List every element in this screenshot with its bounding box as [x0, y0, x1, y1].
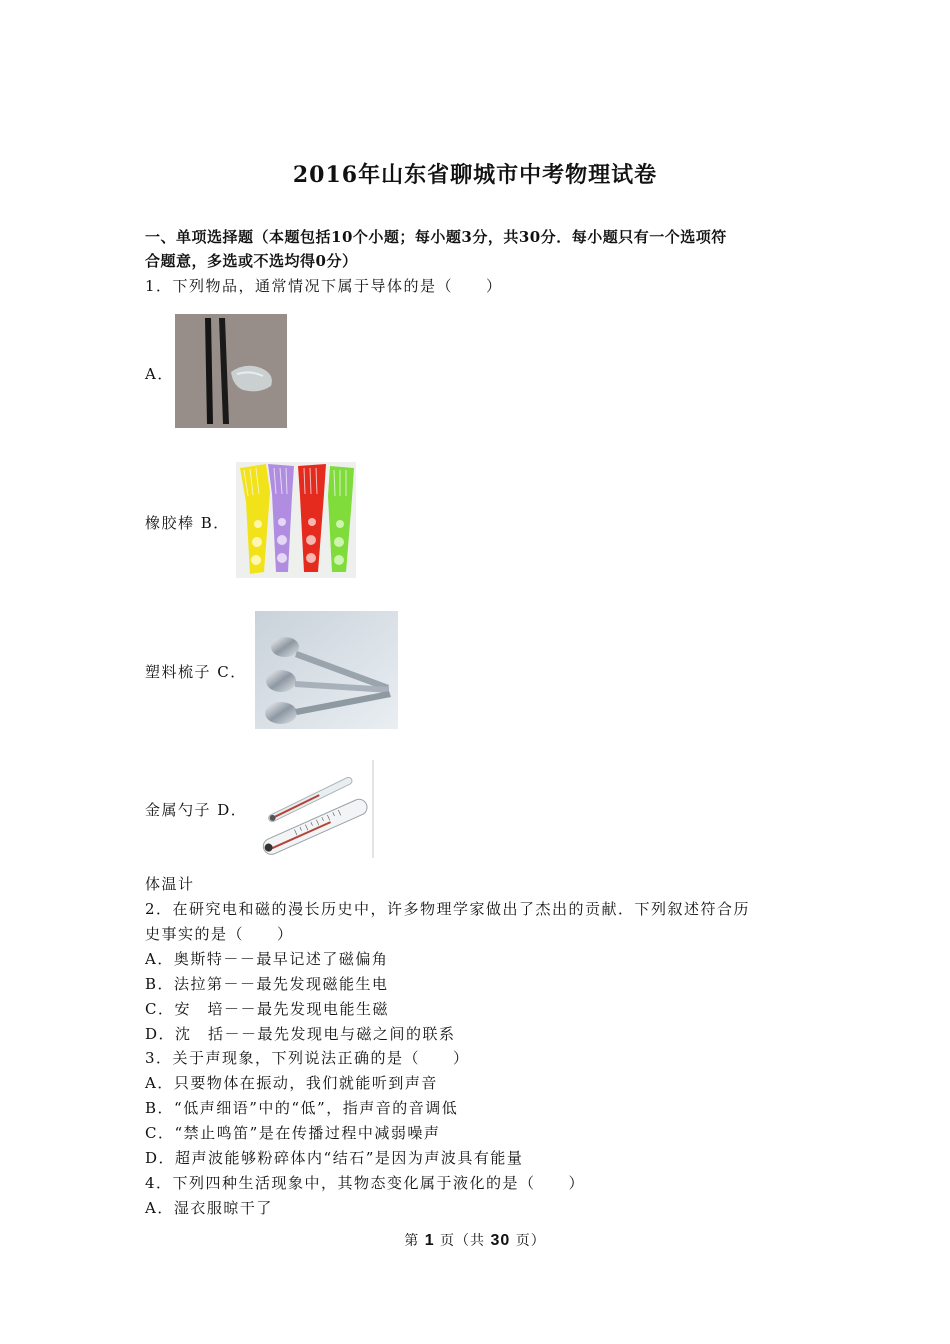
question-1-stem: 1．下列物品，通常情况下属于导体的是（ ） [145, 277, 503, 295]
q2-option-a: A．奥斯特－－最早记述了磁偏角 [145, 950, 389, 968]
q3-option-b: B．“低声细语”中的“低”，指声音的音调低 [145, 1099, 459, 1117]
section-heading-line-2: 合题意，多选或不选均得0分） [145, 252, 358, 270]
question-4-stem: 4．下列四种生活现象中，其物态变化属于液化的是（ ） [145, 1174, 586, 1192]
q4-option-a: A．湿衣服晾干了 [145, 1199, 273, 1217]
footer-middle: 页（共 [440, 1233, 486, 1249]
footer-prefix: 第 [404, 1233, 420, 1249]
q3-option-c: C．“禁止鸣笛”是在传播过程中减弱噪声 [145, 1124, 441, 1142]
q1-option-d-text: 体温计 [145, 875, 195, 893]
section-heading-line-1: 一、单项选择题（本题包括10个小题；每小题3分，共30分．每小题只有一个选项符 [145, 228, 727, 246]
page-title: 2016年山东省聊城市中考物理试卷 [292, 162, 658, 188]
page-footer [0, 1230, 950, 1250]
combs-image [236, 462, 356, 578]
question-2-stem-line-1: 2．在研究电和磁的漫长历史中，许多物理学家做出了杰出的贡献．下列叙述符合历 [145, 900, 751, 918]
chopsticks-image [175, 314, 287, 428]
spoons-image [255, 611, 398, 729]
q2-option-c: C．安 培－－最先发现电能生磁 [145, 1000, 389, 1018]
q1-option-a-label: A． [145, 365, 174, 383]
q1-option-b-label: 橡胶棒 B． [145, 514, 230, 532]
thermometer-image [255, 760, 375, 858]
question-3-stem: 3．关于声现象，下列说法正确的是（ ） [145, 1049, 470, 1067]
q1-option-c-label: 塑料梳子 C． [145, 663, 247, 681]
footer-page-number: 1 [424, 1232, 435, 1249]
q1-option-d-label: 金属勺子 D． [145, 801, 248, 819]
q2-option-d: D．沈 括－－最先发现电与磁之间的联系 [145, 1025, 456, 1043]
q3-option-d: D．超声波能够粉碎体内“结石”是因为声波具有能量 [145, 1149, 524, 1167]
q2-option-b: B．法拉第－－最先发现磁能生电 [145, 975, 389, 993]
footer-total-pages: 30 [490, 1232, 511, 1249]
footer-suffix: 页） [515, 1233, 546, 1249]
section-heading [145, 225, 825, 273]
question-2-stem-line-2: 史事实的是（ ） [145, 925, 294, 943]
q3-option-a: A．只要物体在振动，我们就能听到声音 [145, 1074, 438, 1092]
